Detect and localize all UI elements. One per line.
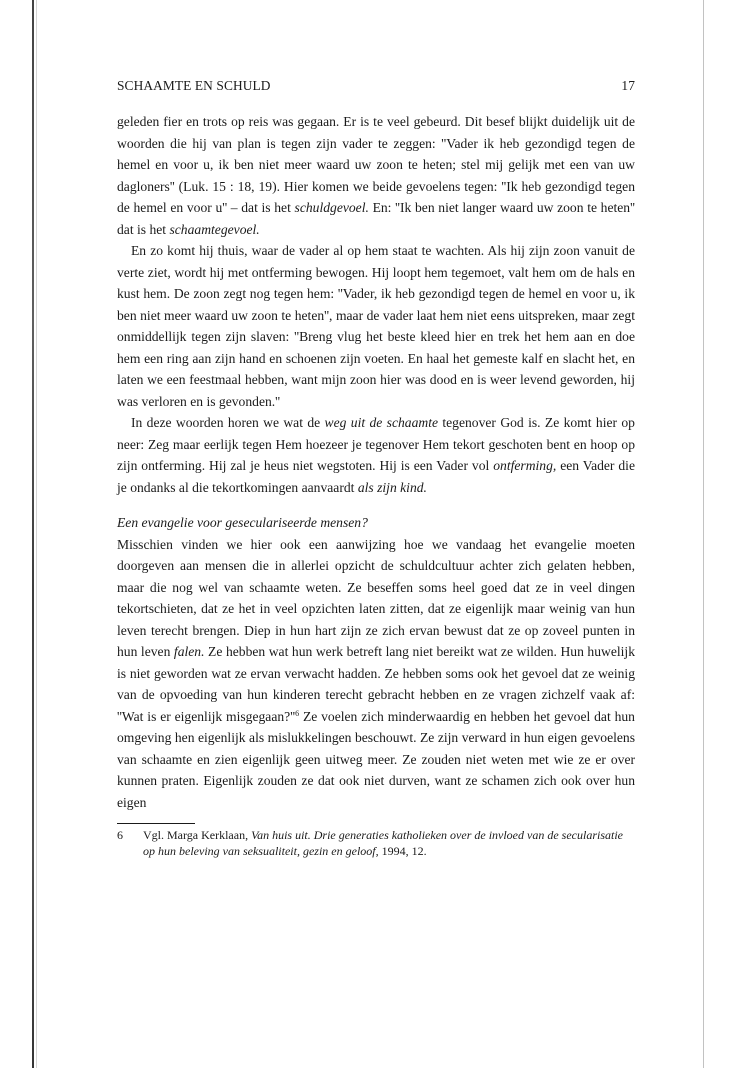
para1-text-c: En: ''Ik ben niet langer waard uw zoon te heten'' dat is het <box>117 200 635 237</box>
para3-text-e: een Vader die je ondanks al die tekortkomingen aanvaardt <box>117 458 635 495</box>
section-heading: Een evangelie voor geseculariseerde mensen? <box>117 515 368 530</box>
para3-text-a: In deze woorden horen we wat de <box>131 415 325 430</box>
para3-text-c: tegenover God is. Ze komt hier op neer: Zeg maar eerlijk tegen Hem hoezeer je tegenover Hem tekort geschoten bent en hoop op zijn ontferming. Hij zal je heus niet wegstoten. Hij is een Vader vol <box>117 415 635 473</box>
para1-text-a: geleden fier en trots op reis was gegaan. Er is te veel gebeurd. Dit besef blijkt duidelijk uit de woorden die hij van plan is tegen zijn vader te zeggen: ''Vader ik heb gezondigd tegen de hemel en voor u, ik ben niet meer waard uw zoon te heten; stel mij gelijk met een van uw dagloners'' (Luk. 15 : 18, 19). Hier komen we beide gevoelens tegen: ''Ik heb gezondigd tegen de hemel en voor u'' – dat is het <box>117 114 635 215</box>
paragraph-4 <box>117 534 635 814</box>
book-page <box>117 78 635 859</box>
para4-text-d: Ze voelen zich minderwaardig en hebben het gevoel dat hun omgeving hen eigenlijk als mislukkelingen beschouwt. Ze zijn verward in hun eigen gevoelens van schaamte en zien eigenlijk geen uitweg meer. Ze zouden niet weten met wie ze er over kunnen praten. Eigenlijk zouden ze dat ook niet durven, want ze schamen zich ook over hun eigen <box>117 708 635 810</box>
footnote-book-title: Van huis uit. Drie generaties katholieken over de invloed van de secularisatie op hun beleving van seksualiteit, gezin en geloof, <box>143 828 623 858</box>
para4-text-c: Ze hebben wat hun werk betreft lang niet bereikt wat ze wilden. Hun huwelijk is niet geworden wat ze ervan verwacht hadden. Ze hebben soms ook het gevoel dat ze weinig van de opvoeding van hun kinderen terecht gebracht hebben en ze vragen zichzelf vaak af: ''Wat is er eigenlijk misgegaan?'' <box>117 644 635 724</box>
body-text <box>117 111 635 813</box>
footnote <box>117 827 635 859</box>
para3-emphasis-ontferming: ontferming, <box>493 458 557 473</box>
footnote-rule <box>117 823 195 824</box>
footnote-number: 6 <box>117 828 123 842</box>
para3-emphasis-weg: weg uit de schaamte <box>324 415 439 430</box>
running-head <box>117 78 635 94</box>
chapter-title: SCHAAMTE EN SCHULD <box>117 78 271 93</box>
para3-emphasis-kind: als zijn kind. <box>357 479 427 495</box>
paragraph-3 <box>117 412 635 498</box>
para4-text-a: Misschien vinden we hier ook een aanwijzing hoe we vandaag het evangelie moeten doorgeven aan mensen die in allerlei opzicht de schuldcultuur achter zich gelaten hebben, maar die nog wel van schaamte weten. Ze beseffen soms heel goed dat ze in veel dingen tekortschieten, dat ze het in veel opzichten laten zitten, dat ze eigenlijk maar weinig van hun leven terecht brengen. Diep in hun hart zijn ze zich ervan bewust dat ze op zoveel punten in hun leven <box>117 536 635 659</box>
scan-edge-right <box>703 0 704 1068</box>
footnote-reference: 6 <box>295 708 300 718</box>
footnote-text <box>143 827 635 859</box>
para4-emphasis-falen: falen. <box>173 644 205 659</box>
paragraph-2 <box>117 240 635 412</box>
para1-emphasis-schaamtegevoel: schaamtegevoel. <box>169 221 260 237</box>
footnote-text-a: Vgl. Marga Kerklaan, <box>143 828 252 842</box>
para2-text: En zo komt hij thuis, waar de vader al op hem staat te wachten. Als hij zijn zoon vanuit de verte ziet, wordt hij met ontferming bewogen. Hij loopt hem tegemoet, valt hem om de hals en kust hem. De zoon zegt nog tegen hem: ''Vader, ik heb gezondigd tegen de hemel en voor u, ik ben niet meer waard uw zoon te heten'', maar de vader laat hem niet eens uitspreken, maar zegt onmiddellijk tegen zijn slaven: ''Breng vlug het beste kleed hier en trek het hem aan en doe hem een ring aan zijn hand en schoenen zijn voeten. En haal het gemeste kalf en slacht het, en laten we een feestmaal hebben, want mijn zoon hier was dood en is weer levend geworden, hij was verloren en is gevonden.'' <box>117 243 635 409</box>
scan-edge-left-shadow <box>36 0 37 1068</box>
footnote-text-c: 1994, 12. <box>378 844 427 858</box>
paragraph-1 <box>117 111 635 240</box>
scan-edge-left <box>32 0 34 1068</box>
para1-emphasis-schuldgevoel: schuldgevoel. <box>294 200 369 215</box>
page-number: 17 <box>621 78 635 93</box>
